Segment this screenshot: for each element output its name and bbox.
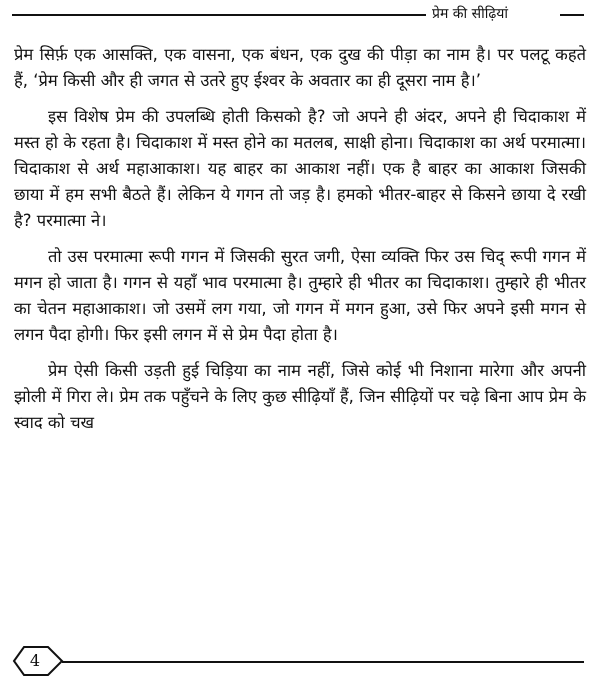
footer-rule [62,661,584,663]
chapter-title: प्रेम की सीढ़ियां [432,6,508,22]
page-number-badge [10,643,66,679]
page-number: 4 [29,651,41,670]
paragraph-2: इस विशेष प्रेम की उपलब्धि होती किसको है? जो अपने ही अंदर, अपने ही चिदाकाश में मस्त हो के रहता है। चिदाकाश में मस्त होने का मतलब, साक्षी होना। चिदाकाश का अर्थ परमात्मा। चिदाकाश से अर्थ महाआकाश। यह बाहर का आकाश नहीं। एक है बाहर का आकाश जिसकी छाया में हम सभी बैठते हैं। लेकिन ये गगन तो जड़ है। हमको भीतर-बाहर से किसने छाया दे रखी है? परमात्मा ने। [14,107,586,230]
body-text [14,42,586,446]
paragraph-3: तो उस परमात्मा रूपी गगन में जिसकी सुरत जगी, ऐसा व्यक्ति फिर उस चिद् रूपी गगन में मगन हो जाता है। गगन से यहाँ भाव परमात्मा है। तुम्हारे ही भीतर का चिदाकाश। तुम्हारे ही भीतर का चेतन महाआकाश। जो उसमें लग गया, जो गगन में मगन हुआ, उसे फिर अपने इसी मगन से लगन पैदा होगी। फिर इसी लगन में से प्रेम पैदा होता है। [14,247,586,344]
page-footer [0,640,600,681]
running-header [0,0,600,30]
header-rule [12,14,426,16]
paragraph-4: प्रेम ऐसी किसी उड़ती हुई चिड़िया का नाम नहीं, जिसे कोई भी निशाना मारेगा और अपनी झोली में गिरा ले। प्रेम तक पहुँचने के लिए कुछ सीढ़ियाँ हैं, जिन सीढ़ियों पर चढ़े बिना आप प्रेम के स्वाद को चख [14,361,586,432]
paragraph-1: प्रेम सिर्फ़ एक आसक्ति, एक वासना, एक बंधन, एक दुख की पीड़ा का नाम है। पर पलटू कहते हैं, ‘प्रेम किसी और ही जगत से उतरे हुए ईश्वर के अवतार का ही दूसरा नाम है।’ [14,45,586,90]
header-rule-end [560,14,584,16]
